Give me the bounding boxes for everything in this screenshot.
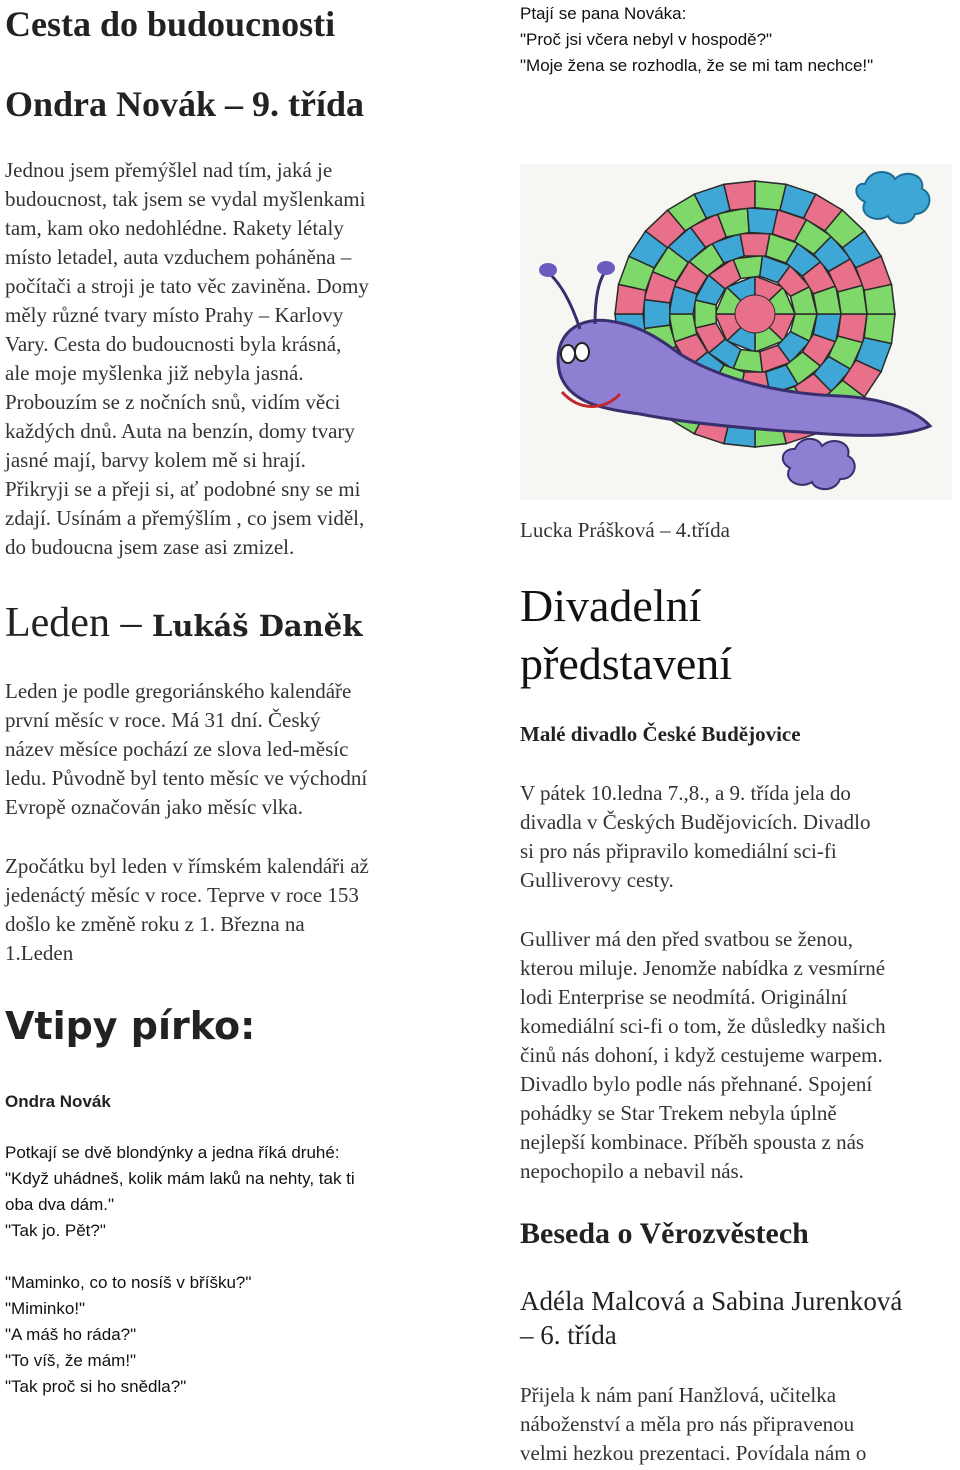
joke-line: Ptají se pana Nováka: (520, 4, 687, 23)
text-line: lodi Enterprise se neodmítá. Originální (520, 985, 848, 1009)
joke-1 (5, 1140, 355, 1244)
leden-title: Leden – (5, 600, 142, 646)
joke-line: "Tak jo. Pět?" (5, 1221, 106, 1240)
poem-line: tam, kam oko nedohlédne. Rakety létaly (5, 216, 344, 240)
drawing-caption: Lucka Prášková – 4.třída (520, 518, 730, 542)
leden-paragraph-2 (5, 852, 369, 968)
text-line: V pátek 10.ledna 7.,8., a 9. třída jela do (520, 781, 851, 805)
poem-line: Jednou jsem přemýšlel nad tím, jaká je (5, 158, 333, 182)
shell-tile (724, 181, 755, 210)
poem-line: Probouzím se z nočních snů, vidím věci (5, 390, 341, 414)
theatre-title (520, 577, 732, 693)
snail-drawing (520, 164, 952, 500)
poem-line: každých dnů. Auta na benzín, domy tvary (5, 419, 355, 443)
text-line: Gulliver má den před svatbou se ženou, (520, 927, 853, 951)
poem-line: budoucnost, tak jsem se vydal myšlenkami (5, 187, 366, 211)
jokes-author: Ondra Novák (5, 1092, 111, 1111)
poem-line: měly různé tvary místo Prahy – Karlovy (5, 303, 344, 327)
text-line: Leden je podle gregoriánského kalendáře (5, 679, 352, 703)
snail-antenna-tip (539, 263, 557, 277)
leden-paragraph-1 (5, 677, 367, 822)
poem-line: do budoucna jsem zase asi zmizel. (5, 535, 295, 559)
poem-line: ale moje myšlenka již nebyla jasná. (5, 361, 304, 385)
beseda-paragraph (520, 1381, 866, 1468)
joke-line: "Moje žena se rozhodla, že se mi tam nechce!" (520, 56, 874, 75)
text-line: Evropě označován jako měsíc vlka. (5, 795, 303, 819)
joke-line: "Tak proč si ho snědla?" (5, 1377, 187, 1396)
text-line: první měsíc v roce. Má 31 dní. Český (5, 708, 321, 732)
joke-line: "Když uhádneš, kolik mám laků na nehty, tak ti (5, 1169, 355, 1188)
jokes-title: Vtipy pírko: (5, 1004, 256, 1048)
snail-eye (561, 345, 575, 363)
snail-antenna-tip (597, 261, 615, 275)
poem-line: počítači a stroji je tato věc zaviněna. Domy (5, 274, 369, 298)
leden-heading (5, 600, 362, 649)
poem-line: zdají. Usínám a přemýšlím , co jsem viděl, (5, 506, 365, 530)
authors-line: Adéla Malcová a Sabina Jurenková (520, 1286, 903, 1316)
text-line: Divadlo bylo podle nás přehnané. Spojení (520, 1072, 873, 1096)
poem-line: Přikryji se a přeji si, ať podobné sny se mi (5, 477, 361, 501)
theatre-paragraph-1 (520, 779, 871, 895)
text-line: si pro nás připravilo komediální sci-fi (520, 839, 837, 863)
poem-title: Cesta do budoucnosti (5, 4, 336, 44)
text-line: komediální sci-fi o tom, že důsledky našich (520, 1014, 886, 1038)
shell-tile (864, 284, 895, 314)
theatre-title-line: představení (520, 638, 733, 689)
text-line: došlo ke změně roku z 1. Března na (5, 912, 305, 936)
leden-author: Lukáš Daněk (151, 609, 363, 643)
text-line: nejlepší kombinace. Příběh spousta z nás (520, 1130, 865, 1154)
text-line: velmi hezkou prezentaci. Povídala nám o (520, 1441, 867, 1465)
authors-line: – 6. třída (520, 1320, 617, 1350)
beseda-authors (520, 1284, 902, 1352)
joke-top (520, 1, 873, 79)
theatre-subtitle: Malé divadlo České Budějovice (520, 722, 801, 746)
poem-author: Ondra Novák – 9. třída (5, 84, 365, 124)
poem-line: Vary. Cesta do budoucnosti byla krásná, (5, 332, 342, 356)
text-line: název měsíce pochází ze slova led-měsíc (5, 737, 349, 761)
text-line: jedenáctý měsíc v roce. Teprve v roce 153 (5, 883, 359, 907)
joke-2 (5, 1270, 251, 1400)
poem-line: místo letadel, auta vzduchem poháněna – (5, 245, 352, 269)
joke-line: "Miminko!" (5, 1299, 86, 1318)
text-line: divadla v Českých Budějovicích. Divadlo (520, 810, 871, 834)
poem-text (5, 156, 369, 562)
text-line: kterou miluje. Jenomže nabídka z vesmírné (520, 956, 886, 980)
text-line: ledu. Původně byl tento měsíc ve východní (5, 766, 368, 790)
text-line: činů nás dohoní, i když cestujeme warpem. (520, 1043, 883, 1067)
text-line: pohádky se Star Trekem nebyla úplně (520, 1101, 837, 1125)
text-line: 1.Leden (5, 941, 74, 965)
snail-drawing-svg (520, 164, 952, 500)
poem-line: jasné mají, barvy kolem mě si hrají. (5, 448, 306, 472)
joke-line: "To víš, že mám!" (5, 1351, 137, 1370)
shell-center (735, 295, 775, 333)
joke-line: oba dva dám." (5, 1195, 115, 1214)
shell-tile (740, 234, 770, 256)
snail-eye (575, 343, 589, 361)
theatre-title-line: Divadelní (520, 580, 702, 631)
text-line: Přijela k nám paní Hanžlová, učitelka (520, 1383, 837, 1407)
text-line: náboženství a měla pro nás připravenou (520, 1412, 855, 1436)
joke-line: Potkají se dvě blondýnky a jedna říká druhé: (5, 1143, 340, 1162)
joke-line: "Maminko, co to nosíš v bříšku?" (5, 1273, 252, 1292)
beseda-title: Beseda o Věrozvěstech (520, 1217, 809, 1250)
text-line: Gulliverovy cesty. (520, 868, 674, 892)
text-line: nepochopilo a nebavil nás. (520, 1159, 744, 1183)
theatre-paragraph-2 (520, 925, 886, 1186)
joke-line: "Proč jsi včera nebyl v hospodě?" (520, 30, 773, 49)
shell-tile (644, 300, 670, 329)
text-line: Zpočátku byl leden v římském kalendáři až (5, 854, 369, 878)
joke-line: "A máš ho ráda?" (5, 1325, 137, 1344)
